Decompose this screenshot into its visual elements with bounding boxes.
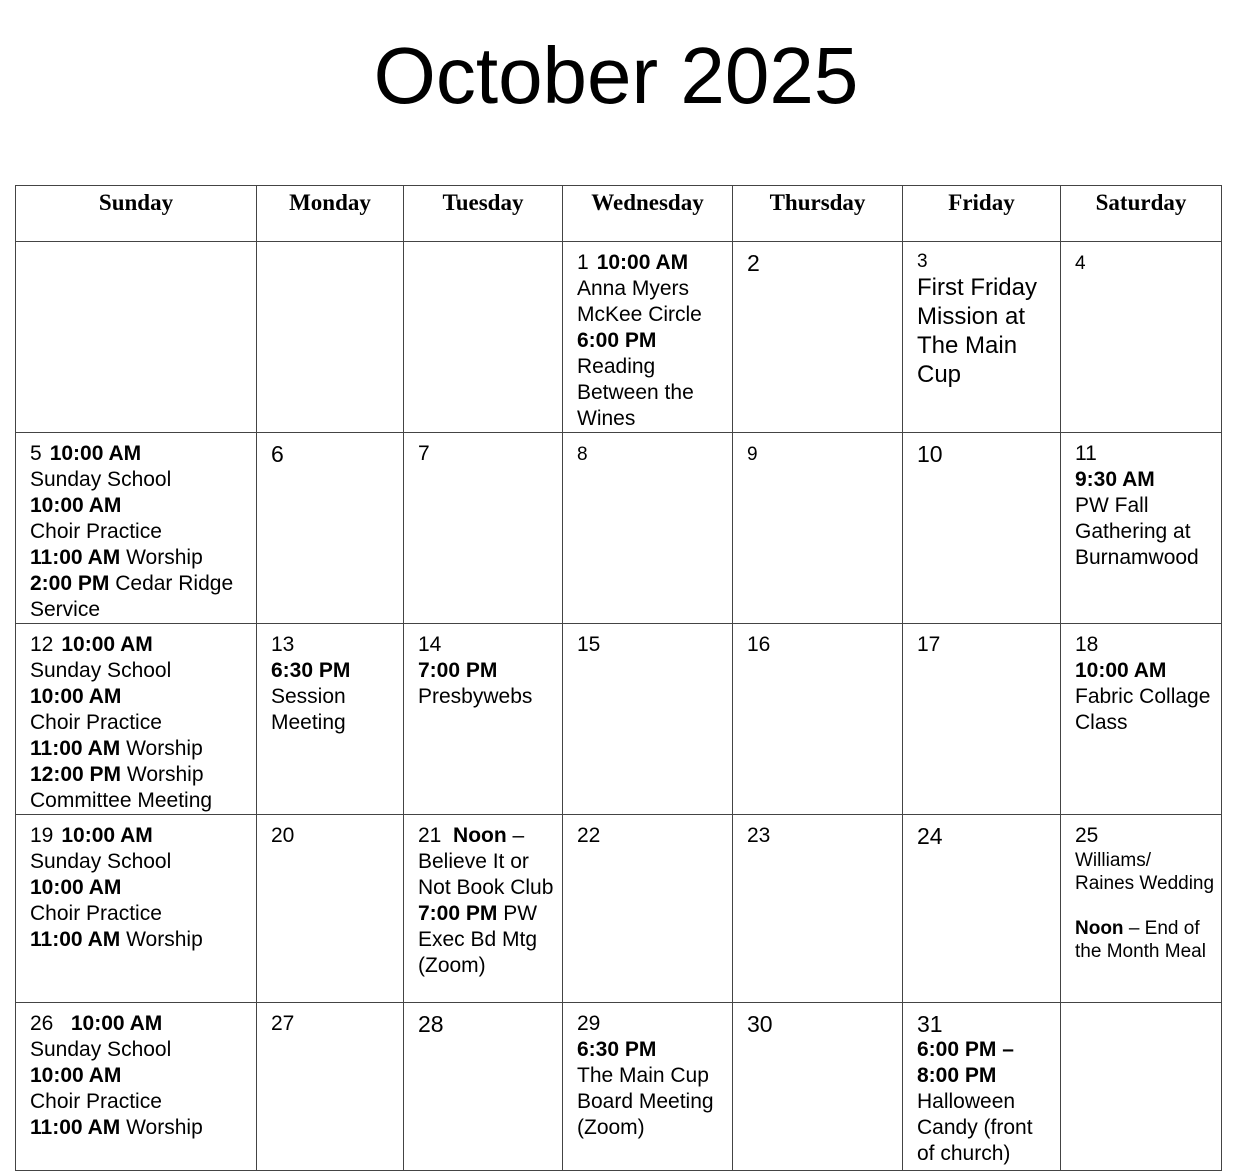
day-number: 5 bbox=[30, 442, 42, 465]
weekday-tuesday: Tuesday bbox=[404, 186, 563, 242]
day-number: 21 bbox=[418, 824, 442, 847]
day-number: 18 bbox=[1075, 633, 1099, 656]
event-time: 2:00 PM bbox=[30, 572, 110, 595]
event-description: Fabric Collage Class bbox=[1075, 685, 1211, 734]
event-description: Sunday School bbox=[30, 850, 172, 873]
event-description: Worship bbox=[126, 546, 203, 569]
day-number: 2 bbox=[747, 250, 760, 276]
event-description: Sunday School bbox=[30, 1038, 172, 1061]
day-cell-20 bbox=[257, 815, 404, 1003]
event bbox=[30, 762, 250, 814]
event bbox=[30, 736, 250, 762]
day-cell-26 bbox=[16, 1003, 257, 1171]
day-cell-11 bbox=[1061, 433, 1222, 624]
event-description: Presbywebs bbox=[418, 685, 533, 708]
day-number: 10 bbox=[917, 441, 943, 467]
day-number: 9 bbox=[747, 444, 758, 465]
day-number: 20 bbox=[271, 824, 295, 847]
day-cell-16 bbox=[733, 624, 903, 815]
day-number: 7 bbox=[418, 442, 430, 465]
event-time: 12:00 PM bbox=[30, 763, 122, 786]
day-number: 12 bbox=[30, 633, 54, 656]
event-time: 11:00 AM bbox=[30, 1116, 121, 1139]
day-number: 15 bbox=[577, 633, 601, 656]
event-time: 6:00 PM – 8:00 PM bbox=[917, 1038, 1014, 1087]
day-cell-21 bbox=[404, 815, 563, 1003]
weekday-sunday: Sunday bbox=[16, 186, 257, 242]
day-cell-7 bbox=[404, 433, 563, 624]
day-cell-29 bbox=[563, 1003, 733, 1171]
day-cell-28 bbox=[404, 1003, 563, 1171]
day-number: 13 bbox=[271, 633, 295, 656]
day-number: 16 bbox=[747, 633, 771, 656]
empty-day-cell bbox=[404, 242, 563, 433]
event-description: Choir Practice bbox=[30, 1090, 162, 1113]
event-time: 7:00 PM bbox=[418, 659, 498, 682]
event-description: Anna Myers McKee Circle bbox=[577, 277, 702, 326]
event-time: 9:30 AM bbox=[1075, 468, 1155, 491]
weekday-friday: Friday bbox=[903, 186, 1061, 242]
day-cell-22 bbox=[563, 815, 733, 1003]
event bbox=[30, 1115, 250, 1141]
event bbox=[418, 901, 556, 979]
day-cell-3 bbox=[903, 242, 1061, 433]
event-time: 10:00 AM bbox=[61, 824, 153, 847]
event-time: 10:00 AM bbox=[30, 494, 122, 517]
weekday-wednesday: Wednesday bbox=[563, 186, 733, 242]
event-description: Choir Practice bbox=[30, 520, 162, 543]
event bbox=[418, 823, 556, 901]
day-cell-30 bbox=[733, 1003, 903, 1171]
day-cell-27 bbox=[257, 1003, 404, 1171]
event bbox=[30, 823, 250, 849]
event-time: Noon bbox=[453, 824, 507, 847]
event-description: Choir Practice bbox=[30, 902, 162, 925]
event bbox=[1075, 917, 1215, 963]
day-number: 25 bbox=[1075, 824, 1099, 847]
event-time: 11:00 AM bbox=[30, 928, 121, 951]
event-time: 6:30 PM bbox=[271, 659, 351, 682]
event bbox=[577, 250, 726, 276]
weekday-header-row bbox=[16, 186, 1222, 242]
day-cell-31 bbox=[903, 1003, 1061, 1171]
week-row-3 bbox=[16, 624, 1222, 815]
event-time: 10:00 AM bbox=[30, 1064, 122, 1087]
event-description: PW Fall Gathering at Burnamwood bbox=[1075, 494, 1199, 569]
event-description: – End of the Month Meal bbox=[1075, 918, 1206, 962]
page-title: October 2025 bbox=[373, 31, 859, 120]
week-row-2 bbox=[16, 433, 1222, 624]
event-description: The Main Cup Board Meeting (Zoom) bbox=[577, 1064, 714, 1139]
day-number: 24 bbox=[917, 823, 943, 849]
weekday-monday: Monday bbox=[257, 186, 404, 242]
event-time: 10:00 AM bbox=[30, 685, 122, 708]
event-time: 6:00 PM bbox=[577, 329, 657, 352]
day-cell-12 bbox=[16, 624, 257, 815]
event-time: 11:00 AM bbox=[30, 546, 121, 569]
day-cell-8 bbox=[563, 433, 733, 624]
event-description: Cedar Ridge Service bbox=[30, 572, 234, 621]
day-cell-14 bbox=[404, 624, 563, 815]
day-number: 23 bbox=[747, 824, 771, 847]
day-cell-17 bbox=[903, 624, 1061, 815]
event-time: 10:00 AM bbox=[61, 633, 153, 656]
event-time: Noon bbox=[1075, 918, 1124, 939]
day-cell-18 bbox=[1061, 624, 1222, 815]
day-number: 30 bbox=[747, 1011, 773, 1037]
day-cell-24 bbox=[903, 815, 1061, 1003]
event-description: Sunday School bbox=[30, 468, 172, 491]
empty-day-cell bbox=[16, 242, 257, 433]
week-row-4 bbox=[16, 815, 1222, 1003]
event-time: 10:00 AM bbox=[1075, 659, 1167, 682]
spacer bbox=[1075, 895, 1215, 917]
event-time: 6:30 PM bbox=[577, 1038, 657, 1061]
day-number: 4 bbox=[1075, 253, 1086, 274]
weekday-saturday: Saturday bbox=[1061, 186, 1222, 242]
day-number: 6 bbox=[271, 441, 284, 467]
event bbox=[30, 632, 250, 658]
event-description: Reading Between the Wines bbox=[577, 355, 694, 430]
day-cell-25 bbox=[1061, 815, 1222, 1003]
day-cell-9 bbox=[733, 433, 903, 624]
day-number: 3 bbox=[917, 251, 928, 272]
day-cell-5 bbox=[16, 433, 257, 624]
event bbox=[30, 927, 250, 953]
event-time: 10:00 AM bbox=[596, 251, 689, 274]
event-time: 10:00 AM bbox=[30, 876, 122, 899]
day-cell-15 bbox=[563, 624, 733, 815]
event-description: Sunday School bbox=[30, 659, 172, 682]
event-description: Worship bbox=[126, 1116, 203, 1139]
event-time: 10:00 AM bbox=[49, 442, 142, 465]
event-description: Session Meeting bbox=[271, 685, 346, 734]
day-cell-1 bbox=[563, 242, 733, 433]
empty-day-cell bbox=[1061, 1003, 1222, 1171]
day-number: 17 bbox=[917, 633, 941, 656]
event-description: Williams/ Raines Wedding bbox=[1075, 850, 1215, 894]
week-row-5 bbox=[16, 1003, 1222, 1171]
day-number: 26 bbox=[30, 1012, 54, 1035]
event-description: Halloween Candy (front of church) bbox=[917, 1090, 1033, 1165]
day-number: 22 bbox=[577, 824, 601, 847]
day-number: 1 bbox=[577, 251, 589, 274]
day-cell-19 bbox=[16, 815, 257, 1003]
event bbox=[30, 1011, 250, 1037]
calendar-grid bbox=[15, 185, 1222, 1171]
event bbox=[30, 545, 250, 571]
day-number: 14 bbox=[418, 633, 442, 656]
day-cell-6 bbox=[257, 433, 404, 624]
day-number: 8 bbox=[577, 444, 588, 465]
day-number: 11 bbox=[1075, 442, 1097, 465]
event-description: PW Exec Bd Mtg (Zoom) bbox=[418, 902, 538, 977]
empty-day-cell bbox=[257, 242, 404, 433]
day-cell-2 bbox=[733, 242, 903, 433]
day-number: 27 bbox=[271, 1012, 295, 1035]
day-cell-10 bbox=[903, 433, 1061, 624]
day-number: 29 bbox=[577, 1012, 601, 1035]
event-time: 7:00 PM bbox=[418, 902, 498, 925]
event-description: Worship bbox=[126, 928, 203, 951]
day-cell-23 bbox=[733, 815, 903, 1003]
day-number: 28 bbox=[418, 1011, 444, 1037]
day-cell-13 bbox=[257, 624, 404, 815]
day-number: 19 bbox=[30, 824, 54, 847]
event-description: First Friday Mission at The Main Cup bbox=[917, 274, 1037, 388]
event-description: Worship bbox=[126, 737, 203, 760]
event-time: 10:00 AM bbox=[70, 1012, 163, 1035]
event bbox=[30, 571, 250, 623]
day-number: 31 bbox=[917, 1011, 943, 1037]
event bbox=[30, 441, 250, 467]
weekday-thursday: Thursday bbox=[733, 186, 903, 242]
event-description: Choir Practice bbox=[30, 711, 162, 734]
week-row-1 bbox=[16, 242, 1222, 433]
event-description: – Believe It or Not Book Club bbox=[418, 824, 554, 899]
event-description: Worship Committee Meeting bbox=[30, 763, 213, 812]
day-cell-4 bbox=[1061, 242, 1222, 433]
event-time: 11:00 AM bbox=[30, 737, 121, 760]
